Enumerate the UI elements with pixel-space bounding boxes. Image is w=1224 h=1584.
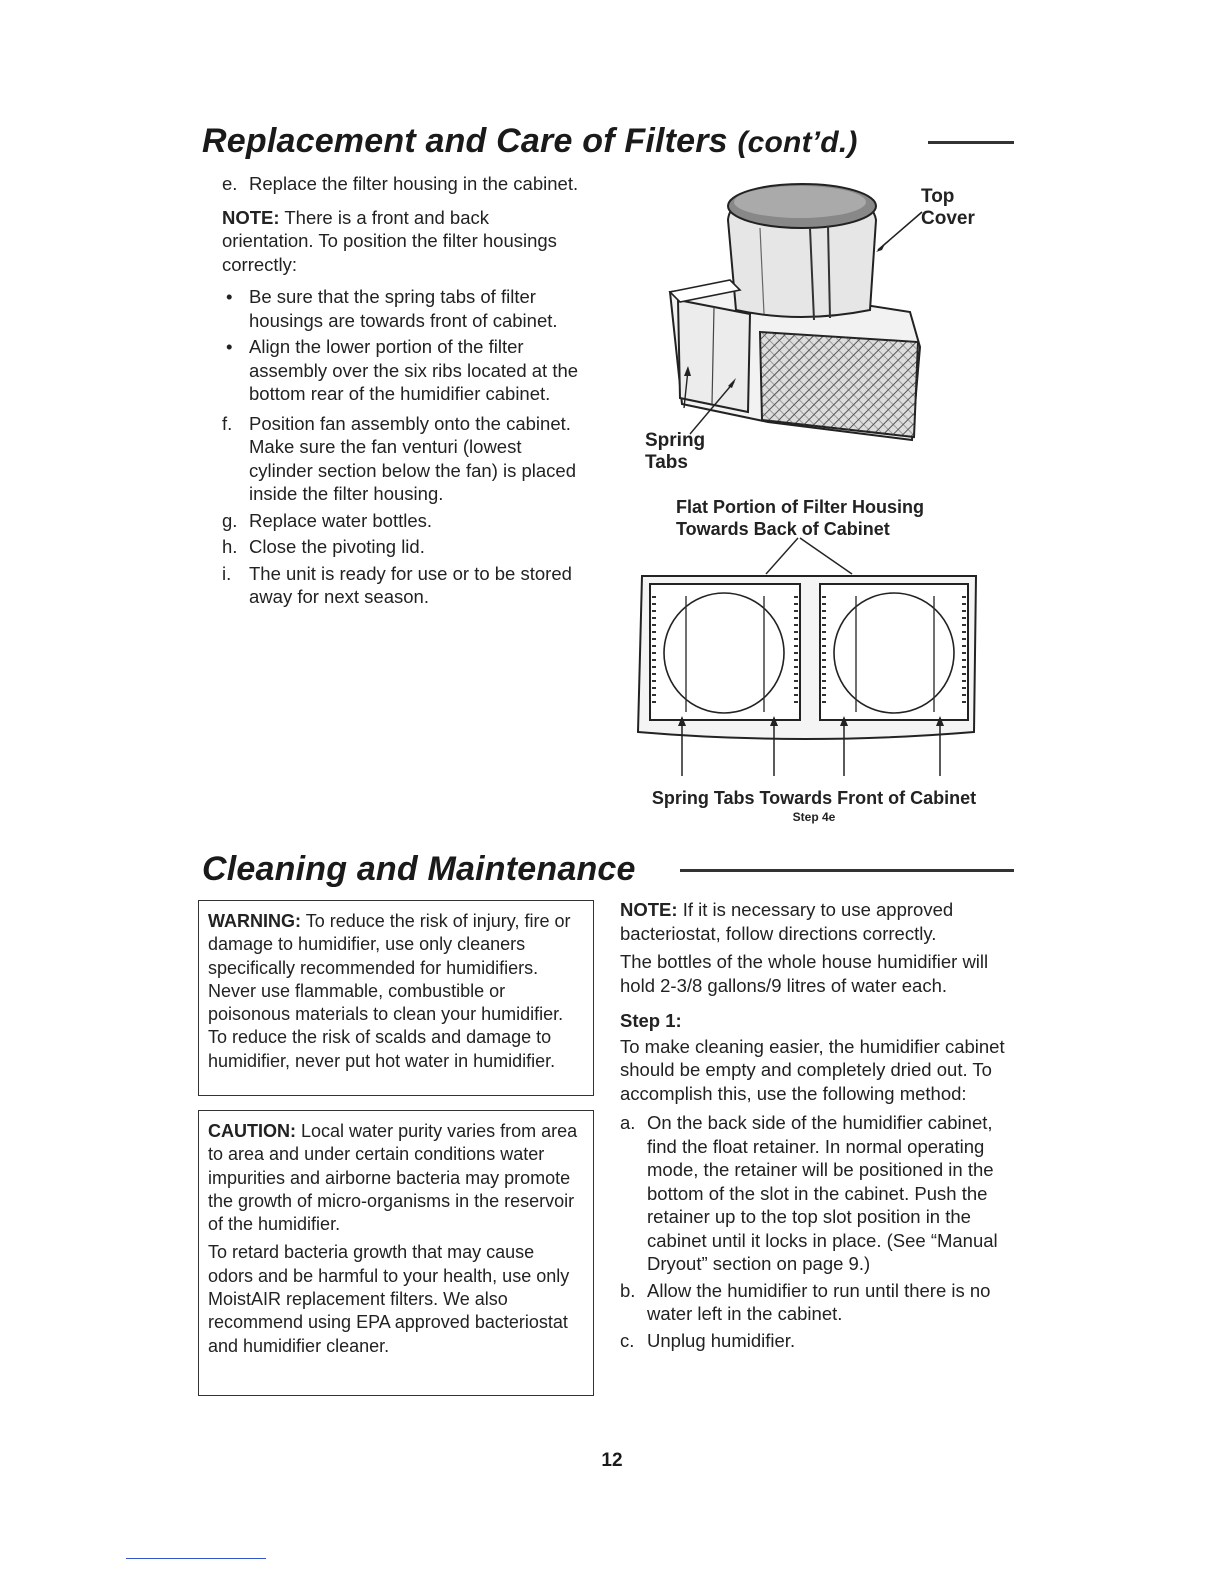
step1-paragraph: To make cleaning easier, the humidifier cabinet should be empty and completely dried out. To accomplish this, use the following method:	[620, 1035, 1005, 1104]
list-item-text: Unplug humidifier.	[647, 1329, 796, 1351]
caution-text: Local water purity varies from area to area and under certain conditions water impurities and airborne bacteria may promote the growth of micro-organisms in the reservoir of the humidifier.	[208, 1121, 578, 1235]
filter-instructions	[222, 172, 582, 612]
step-caption: Step 4e	[792, 810, 836, 824]
list-marker: i.	[222, 562, 232, 584]
list-item-text: Close the pivoting lid.	[249, 536, 425, 557]
list-item	[620, 1329, 1012, 1353]
section-title-text: Replacement and Care of Filters	[202, 122, 728, 160]
list-item	[620, 1111, 1012, 1276]
note-label: NOTE:	[222, 206, 280, 228]
list-item-text: Replace the filter housing in the cabinet.	[249, 173, 579, 194]
filter-housing-illustration	[650, 172, 940, 462]
list-item-text: On the back side of the humidifier cabinet, find the float retainer. In normal operating mode, the retainer will be positioned in the bottom of the slot in the cabinet. Push the retainer up to the top slot position in the cabinet until it locks in place. (See “Manual Dryout” section on page 9.)	[647, 1112, 998, 1274]
list-marker: f.	[222, 412, 233, 434]
caution-box	[198, 1110, 594, 1396]
list-item	[620, 1279, 1012, 1326]
list-item	[222, 562, 582, 609]
list-marker: e.	[222, 173, 238, 194]
cleaning-instructions	[620, 898, 1012, 1355]
label-line: Tabs	[645, 452, 688, 473]
flat-portion-label	[676, 496, 924, 540]
section-title-cleaning: Cleaning and Maintenance	[202, 850, 636, 888]
list-marker: h.	[222, 536, 238, 557]
step1-label: Step 1:	[620, 1010, 682, 1031]
label-line: Towards Back of Cabinet	[676, 519, 890, 539]
bullet-text: Be sure that the spring tabs of filter housings are towards front of cabinet.	[249, 286, 558, 331]
section-title-filters	[202, 122, 858, 161]
spring-tabs-label	[645, 430, 705, 474]
note-label: NOTE:	[620, 899, 678, 920]
note-paragraph	[222, 206, 582, 277]
list-item	[222, 509, 582, 533]
caution-paragraph-2: To retard bacteria growth that may cause odors and be harmful to your health, use only MoistAIR replacement filters. We also recommend using EPA approved bacteriostat and humidifier cleaner.	[208, 1242, 570, 1356]
warning-label: WARNING:	[208, 911, 301, 931]
label-line: Cover	[921, 208, 975, 229]
list-item-text: Position fan assembly onto the cabinet. Make sure the fan venturi (lowest cylinder section below the fan) is placed inside the filter housing.	[249, 412, 577, 504]
bottles-paragraph: The bottles of the whole house humidifier will hold 2-3/8 gallons/9 litres of water each.	[620, 951, 989, 996]
list-marker: b.	[620, 1279, 636, 1301]
warning-box	[198, 900, 594, 1096]
list-item-text: The unit is ready for use or to be stored away for next season.	[249, 562, 572, 607]
bullet-item: • Align the lower portion of the filter assembly over the six ribs located at the bottom rear of the humidifier cabinet.	[226, 336, 579, 404]
label-line: Spring	[645, 430, 706, 451]
caution-paragraph	[208, 1120, 583, 1236]
section-title-suffix: (cont’d.)	[737, 126, 858, 159]
note-paragraph	[620, 898, 1012, 945]
filter-housing-top-view	[624, 536, 988, 786]
top-cover-label	[921, 186, 975, 230]
bullet-item: • Be sure that the spring tabs of filter housings are towards front of cabinet.	[226, 286, 558, 331]
section-title-rule	[680, 869, 1014, 872]
list-marker: a.	[620, 1112, 636, 1133]
label-line: Flat Portion of Filter Housing	[676, 497, 924, 517]
list-item	[222, 412, 582, 506]
list-marker: c.	[620, 1329, 635, 1351]
note-text: There is a front and back orientation. To position the filter housings correctly:	[222, 206, 557, 275]
list-item-text: Allow the humidifier to run until there is no water left in the cabinet.	[647, 1279, 991, 1324]
list-marker: g.	[222, 509, 238, 531]
note-text: If it is necessary to use approved bacteriostat, follow directions correctly.	[620, 899, 954, 944]
spring-tabs-front-caption: Spring Tabs Towards Front of Cabinet	[651, 788, 977, 808]
warning-text: To reduce the risk of injury, fire or damage to humidifier, use only cleaners specifically recommended for humidifiers. Never use flammable, combustible or poisonous materials to clean your humidifier. To reduce the risk of scalds and damage to humidifier, never put hot water in humidifier.	[208, 911, 571, 1071]
section-title-rule	[928, 141, 1014, 144]
list-item	[222, 172, 582, 196]
list-item-text: Replace water bottles.	[249, 509, 433, 531]
page-number: 12	[601, 1450, 623, 1471]
footer-divider	[126, 1558, 266, 1559]
caution-label: CAUTION:	[208, 1121, 296, 1141]
warning-paragraph	[208, 910, 583, 1073]
bullet-text: Align the lower portion of the filter assembly over the six ribs located at the bottom rear of the humidifier cabinet.	[249, 336, 579, 404]
label-line: Top	[921, 186, 955, 207]
list-item	[222, 535, 582, 559]
